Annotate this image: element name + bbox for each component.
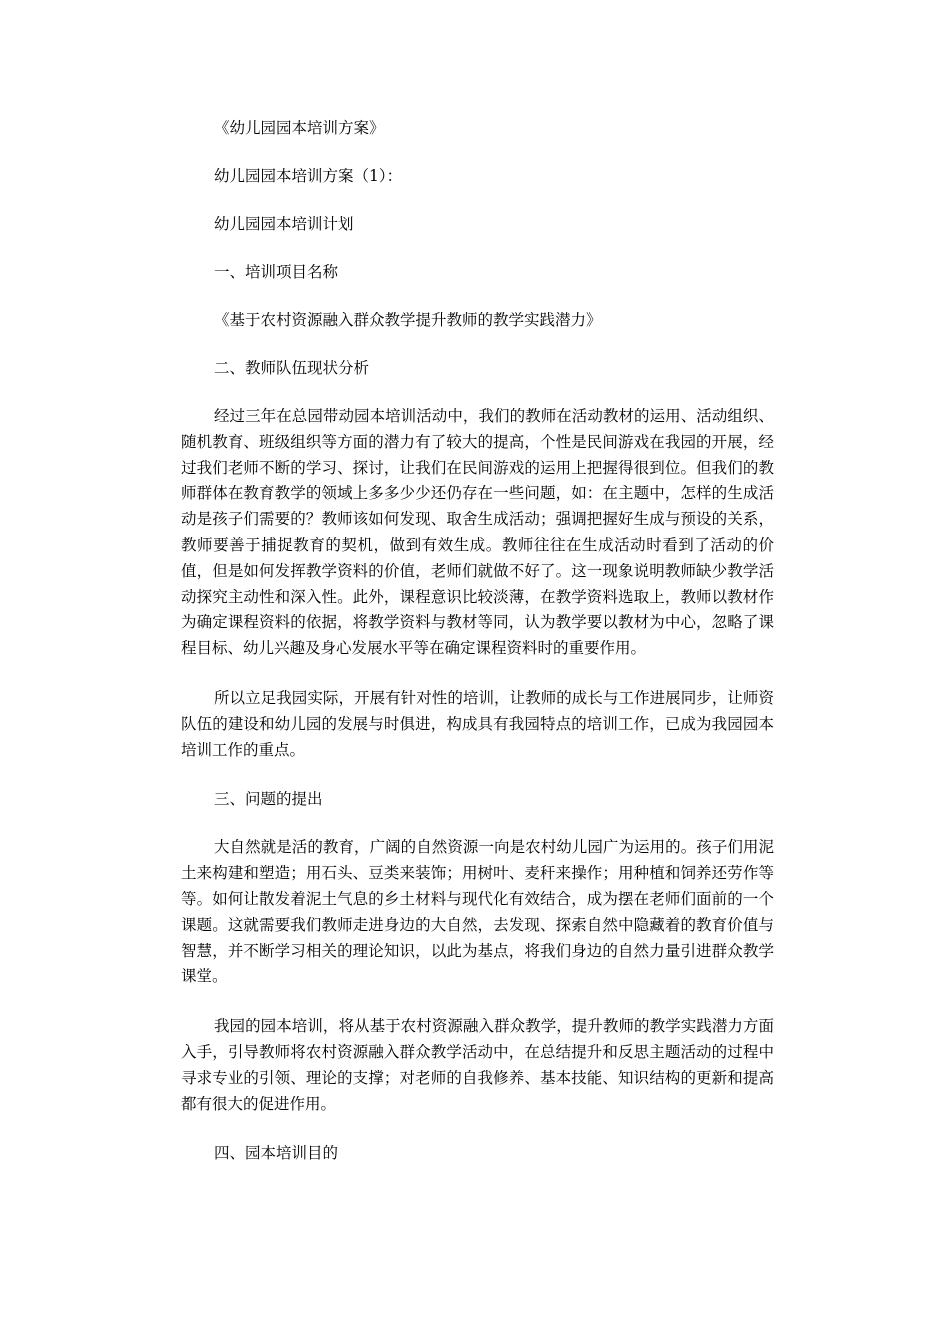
section-2-paragraph-2: 所以立足我园实际，开展有针对性的培训，让教师的成长与工作进展同步，让师资队伍的建设和幼儿园的发展与时俱进，构成具有我园特点的培训工作，已成为我园园本培训工作的重点。 [181, 688, 774, 759]
project-name: 《基于农村资源融入群众教学提升教师的教学实践潜力》 [214, 311, 602, 329]
section-3-paragraph-1: 大自然就是活的教育，广阔的自然资源一向是农村幼儿园广为运用的。孩子们用泥土来构建和塑造；用石头、豆类来装饰；用树叶、麦秆来操作；用种植和饲养还劳作等等。如何让散发着泥土气息的乡土材料与现代化有效结合，成为摆在老师们面前的一个课题。这就需要我们教师走进身边的大自然，去发现、探索自然中隐藏着的教育价值与智慧，并不断学习相关的理论知识，以此为基点，将我们身边的自然力量引进群众教学课堂。 [181, 838, 774, 986]
section-heading-4: 四、园本培训目的 [214, 1144, 339, 1163]
plan-title: 幼儿园园本培训计划 [214, 215, 354, 233]
document-body [181, 116, 774, 1166]
document-subtitle: 幼儿园园本培训方案（1）： [214, 167, 403, 185]
section-heading-3: 三、问题的提出 [214, 790, 323, 809]
section-3-paragraph-2: 我园的园本培训，将从基于农村资源融入群众教学，提升教师的教学实践潜力方面入手，引导教师将农村资源融入群众教学活动中，在总结提升和反思主题活动的过程中寻求专业的引领、理论的支撑；对老师的自我修养、基本技能、知识结构的更新和提高都有很大的促进作用。 [181, 1017, 774, 1113]
section-2-paragraph-1: 经过三年在总园带动园本培训活动中，我们的教师在活动教材的运用、活动组织、随机教育、班级组织等方面的潜力有了较大的提高，个性是民间游戏在我园的开展，经过我们老师不断的学习、探讨，让我们在民间游戏的运用上把握得很到位。但我们的教师群体在教育教学的领域上多多少少还仍存在一些问题，如：在主题中，怎样的生成活动是孩子们需要的？教师该如何发现、取舍生成活动；强调把握好生成与预设的关系，教师要善于捕捉教育的契机，做到有效生成。教师往往在生成活动时看到了活动的价值，但是如何发挥教学资料的价值，老师们就做不好了。这一现象说明教师缺少教学活动探究主动性和深入性。此外，课程意识比较淡薄，在教学资料选取上，教师以教材作为确定课程资料的依据，将教学资料与教材等同，认为教学要以教材为中心，忽略了课程目标、幼儿兴趣及身心发展水平等在确定课程资料时的重要作用。 [181, 407, 774, 658]
section-heading-2: 二、教师队伍现状分析 [214, 359, 370, 377]
section-heading-1: 一、培训项目名称 [214, 263, 339, 281]
document-title: 《幼儿园园本培训方案》 [214, 119, 385, 137]
